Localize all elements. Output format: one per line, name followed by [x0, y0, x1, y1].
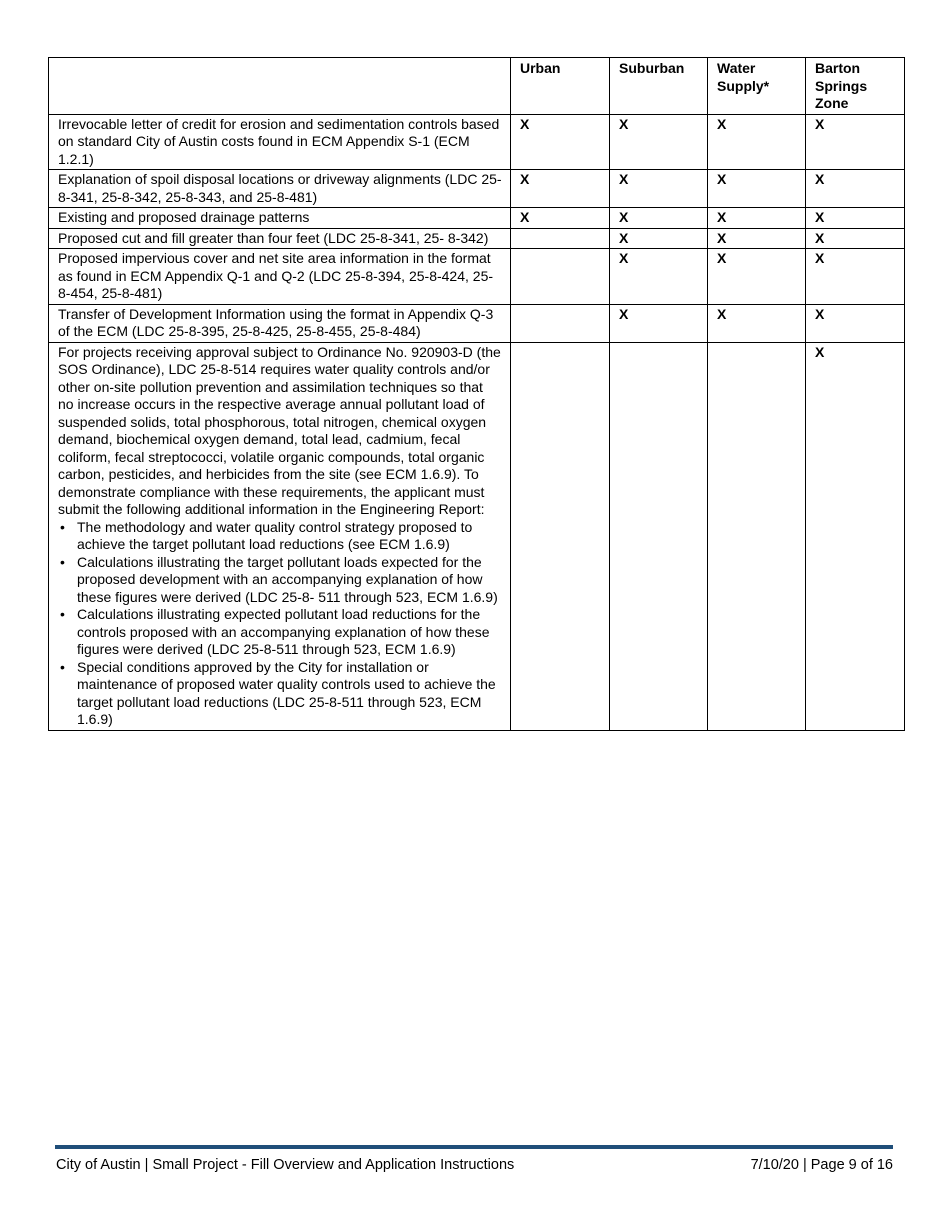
- table-header-row: [49, 58, 905, 115]
- sos-ordinance-paragraph: For projects receiving approval subject to Ordinance No. 920903-D (the SOS Ordinance), LDC 25-8-514 requires water quality controls and/or other on-site pollution prevention and assimilation techniques so that no increase occurs in the respective average annual pollutant load of suspended solids, total phosphorous, total nitrogen, chemical oxygen demand, biochemical oxygen demand, total lead, cadmium, fecal coliform, fecal streptococci, volatile organic compounds, total organic carbon, pesticides, and herbicides from the site (see ECM 1.6.9). To demonstrate compliance with these requirements, the applicant must submit the following additional information in the Engineering Report:: [58, 343, 501, 517]
- suburban-mark: X: [610, 249, 708, 305]
- table-row: [49, 249, 905, 305]
- urban-mark: [511, 304, 610, 342]
- barton-springs-mark: X: [806, 304, 905, 342]
- footer-document-title: City of Austin | Small Project - Fill Overview and Application Instructions: [56, 1157, 515, 1173]
- header-barton-springs-zone: Barton Springs Zone: [806, 58, 905, 115]
- water-supply-mark: X: [708, 114, 806, 170]
- list-item: • Calculations illustrating the target pollutant loads expected for the proposed development with an accompanying explanation of how these figures were derived (LDC 25-8- 511 through 523, ECM 1.6.9): [77, 554, 502, 607]
- suburban-mark: [610, 342, 708, 730]
- table-row: [49, 342, 905, 730]
- suburban-mark: X: [610, 114, 708, 170]
- table-row: [49, 228, 905, 249]
- requirements-table: [48, 57, 905, 731]
- water-supply-mark: [708, 342, 806, 730]
- footer-date-page: 7/10/20 | Page 9 of 16: [750, 1157, 893, 1173]
- urban-mark: [511, 228, 610, 249]
- row-description: [49, 342, 511, 730]
- water-supply-mark: X: [708, 208, 806, 229]
- list-item: • Special conditions approved by the City for installation or maintenance of proposed water quality controls used to achieve the target pollutant load reductions (LDC 25-8-511 through 523, ECM 1.6.9): [77, 659, 502, 729]
- urban-mark: X: [511, 114, 610, 170]
- row-description: Transfer of Development Information using the format in Appendix Q-3 of the ECM (LDC 25-8-395, 25-8-425, 25-8-455, 25-8-484): [49, 304, 511, 342]
- table-row: [49, 304, 905, 342]
- footer-divider: [55, 1145, 893, 1149]
- urban-mark: X: [511, 170, 610, 208]
- barton-springs-mark: X: [806, 228, 905, 249]
- list-item: • Calculations illustrating expected pollutant load reductions for the controls proposed with an accompanying explanation of how these figures were derived (LDC 25-8-511 through 523, ECM 1.6.9): [77, 606, 502, 659]
- list-item: • The methodology and water quality control strategy proposed to achieve the target pollutant load reductions (see ECM 1.6.9): [77, 519, 502, 554]
- barton-springs-mark: X: [806, 208, 905, 229]
- table-row: [49, 170, 905, 208]
- water-supply-mark: X: [708, 304, 806, 342]
- suburban-mark: X: [610, 304, 708, 342]
- water-supply-mark: X: [708, 170, 806, 208]
- header-description: [49, 58, 511, 115]
- row-description: Proposed impervious cover and net site area information in the format as found in ECM Appendix Q-1 and Q-2 (LDC 25-8-394, 25-8-424, 25-8-454, 25-8-481): [49, 249, 511, 305]
- requirement-bullet-list: [58, 519, 502, 729]
- urban-mark: X: [511, 208, 610, 229]
- table-row: [49, 208, 905, 229]
- suburban-mark: X: [610, 228, 708, 249]
- suburban-mark: X: [610, 208, 708, 229]
- suburban-mark: X: [610, 170, 708, 208]
- urban-mark: [511, 249, 610, 305]
- row-description: Explanation of spoil disposal locations or driveway alignments (LDC 25-8-341, 25-8-342, 25-8-343, and 25-8-481): [49, 170, 511, 208]
- row-description: Irrevocable letter of credit for erosion and sedimentation controls based on standard City of Austin costs found in ECM Appendix S-1 (ECM 1.2.1): [49, 114, 511, 170]
- header-suburban: Suburban: [610, 58, 708, 115]
- barton-springs-mark: X: [806, 114, 905, 170]
- water-supply-mark: X: [708, 249, 806, 305]
- header-urban: Urban: [511, 58, 610, 115]
- barton-springs-mark: X: [806, 170, 905, 208]
- barton-springs-mark: X: [806, 249, 905, 305]
- water-supply-mark: X: [708, 228, 806, 249]
- urban-mark: [511, 342, 610, 730]
- row-description: Proposed cut and fill greater than four feet (LDC 25-8-341, 25- 8-342): [49, 228, 511, 249]
- barton-springs-mark: X: [806, 342, 905, 730]
- header-water-supply: Water Supply*: [708, 58, 806, 115]
- row-description: Existing and proposed drainage patterns: [49, 208, 511, 229]
- table-row: [49, 114, 905, 170]
